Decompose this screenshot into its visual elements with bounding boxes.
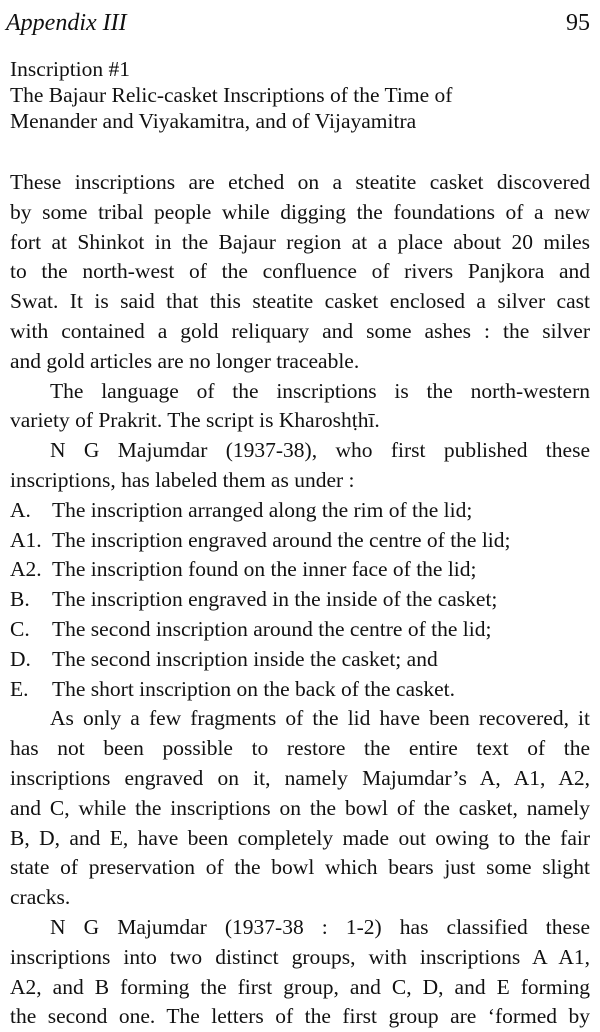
running-header — [6, 8, 590, 38]
text-line: cracks. — [10, 885, 71, 910]
paragraph-1 — [10, 168, 590, 377]
body-text — [10, 168, 590, 1032]
list-item — [10, 585, 590, 615]
text-line: N G Majumdar (1937-38 : 1-2) has classified these — [50, 914, 590, 939]
inscription-heading — [10, 56, 592, 134]
list-marker: A. — [10, 497, 31, 522]
paragraph-4 — [10, 704, 590, 913]
text-line: The language of the inscriptions is the north-western — [50, 378, 590, 403]
list-text: The inscription found on the inner face of the lid; — [52, 557, 477, 582]
heading-line: The Bajaur Relic-casket Inscriptions of the Time of — [10, 83, 453, 107]
heading-line: Menander and Viyakamitra, and of Vijayamitra — [10, 109, 417, 133]
list-marker: E. — [10, 676, 29, 701]
text-line: A2, and B forming the first group, and C, D, and E forming — [10, 974, 590, 999]
list-item — [10, 645, 590, 675]
list-marker: A1. — [10, 527, 42, 552]
list-item — [10, 675, 590, 705]
list-item — [10, 615, 590, 645]
list-text: The second inscription inside the casket; and — [52, 646, 438, 671]
list-item — [10, 555, 590, 585]
text-line: by some tribal people while digging the foundations of a new — [10, 199, 590, 224]
text-line: inscriptions into two distinct groups, with inscriptions A A1, — [10, 944, 590, 969]
inscription-list — [10, 496, 590, 705]
list-marker: B. — [10, 587, 30, 612]
list-text: The inscription arranged along the rim of the lid; — [52, 497, 473, 522]
section-title: Appendix III — [6, 10, 127, 36]
text-line: Swat. It is said that this steatite casket enclosed a silver cast — [10, 289, 590, 314]
paragraph-3 — [10, 436, 590, 496]
list-item — [10, 496, 590, 526]
inscription-label: Inscription #1 — [10, 57, 131, 81]
list-item — [10, 526, 590, 556]
paragraph-5 — [10, 913, 590, 1032]
text-line: the second one. The letters of the first group are ‘formed by — [10, 1004, 590, 1029]
text-line: N G Majumdar (1937-38), who first published these — [50, 438, 590, 463]
list-marker: C. — [10, 616, 30, 641]
list-text: The short inscription on the back of the casket. — [52, 676, 456, 701]
list-marker: A2. — [10, 557, 42, 582]
text-line: As only a few fragments of the lid have been recovered, it — [50, 706, 590, 731]
text-line: inscriptions engraved on it, namely Majumdar’s A, A1, A2, — [10, 765, 590, 790]
list-text: The second inscription around the centre of the lid; — [52, 616, 492, 641]
list-marker: D. — [10, 646, 31, 671]
list-text: The inscription engraved around the centre of the lid; — [52, 527, 511, 552]
page-number: 95 — [566, 10, 590, 36]
text-line: variety of Prakrit. The script is Kharoshṭhī. — [10, 408, 380, 433]
paragraph-2 — [10, 377, 590, 437]
text-line: inscriptions, has labeled them as under : — [10, 467, 355, 492]
text-line: These inscriptions are etched on a steatite casket discovered — [10, 170, 590, 194]
text-line: and C, while the inscriptions on the bowl of the casket, namely — [10, 795, 590, 820]
text-line: B, D, and E, have been completely made out owing to the fair — [10, 825, 590, 850]
text-line: has not been possible to restore the entire text of the — [10, 736, 590, 761]
text-line: to the north-west of the confluence of rivers Panjkora and — [10, 259, 590, 284]
text-line: with contained a gold reliquary and some ashes : the silver — [10, 318, 590, 343]
text-line: state of preservation of the bowl which bears just some slight — [10, 855, 590, 880]
list-text: The inscription engraved in the inside of the casket; — [52, 587, 498, 612]
text-line: fort at Shinkot in the Bajaur region at a place about 20 miles — [10, 229, 590, 254]
text-line: and gold articles are no longer traceable. — [10, 348, 360, 373]
